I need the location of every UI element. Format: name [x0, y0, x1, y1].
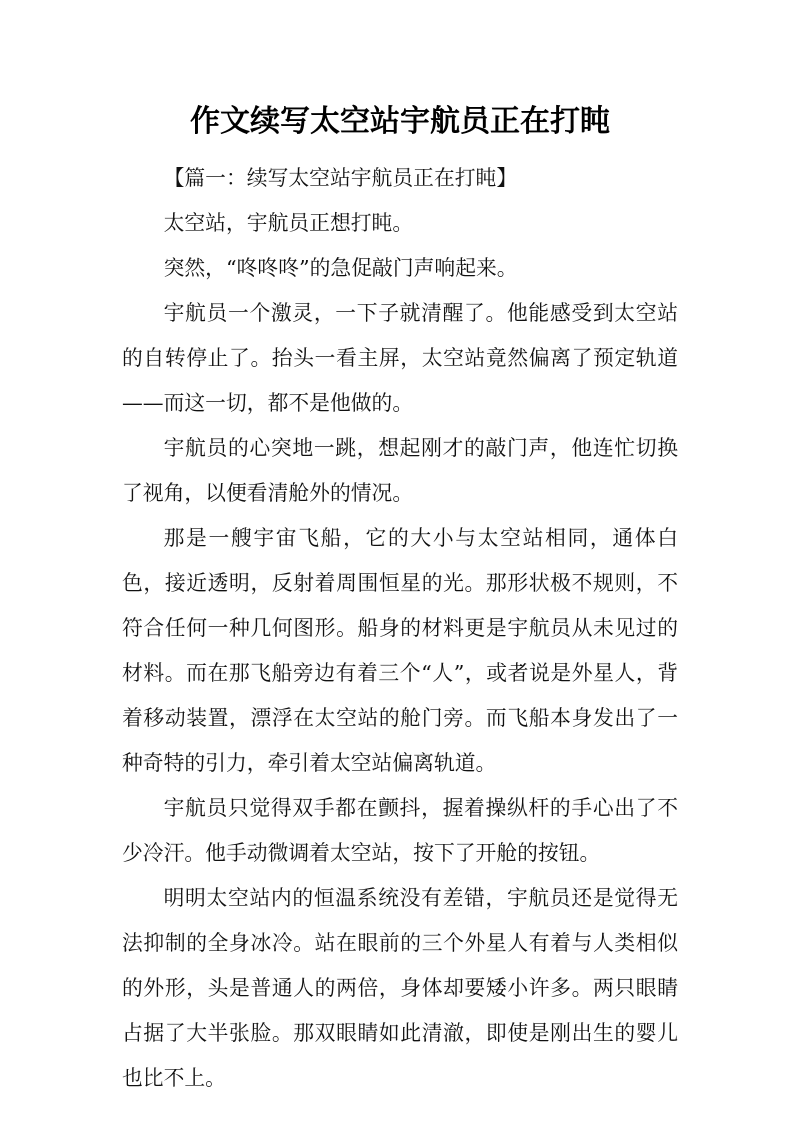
- paragraph-heading: 【篇一：续写太空站宇航员正在打盹】: [163, 166, 518, 190]
- paragraph: 太空站，宇航员正想打盹。: [163, 211, 414, 235]
- paragraph: 突然，“咚咚咚”的急促敲门声响起来。: [163, 256, 518, 280]
- paragraph: 宇航员只觉得双手都在颤抖，握着操纵杆的手心出了不少冷汗。他手动微调着太空站，按下了开舱的按钮。: [122, 796, 678, 865]
- paragraph: 那是一艘宇宙飞船，它的大小与太空站相同，通体白色，接近透明，反射着周围恒星的光。那形状极不规则，不符合任何一种几何图形。船身的材料更是宇航员从未见过的材料。而在那飞船旁边有着三个“人”，或者说是外星人，背着移动装置，漂浮在太空站的舱门旁。而飞船本身发出了一种奇特的引力，牵引着太空站偏离轨道。: [122, 526, 678, 775]
- paragraph: 宇航员一个激灵，一下子就清醒了。他能感受到太空站的自转停止了。抬头一看主屏，太空站竟然偏离了预定轨道——而这一切，都不是他做的。: [122, 301, 678, 415]
- paragraph: 明明太空站内的恒温系统没有差错，宇航员还是觉得无法抑制的全身冰冷。站在眼前的三个外星人有着与人类相似的外形，头是普通人的两倍，身体却要矮小许多。两只眼睛占据了大半张脸。那双眼睛如此清澈，即使是刚出生的婴儿也比不上。: [122, 886, 678, 1090]
- document-title: 作文续写太空站宇航员正在打盹: [190, 104, 610, 139]
- paragraph: 宇航员的心突地一跳，想起刚才的敲门声，他连忙切换了视角，以便看清舱外的情况。: [122, 436, 678, 505]
